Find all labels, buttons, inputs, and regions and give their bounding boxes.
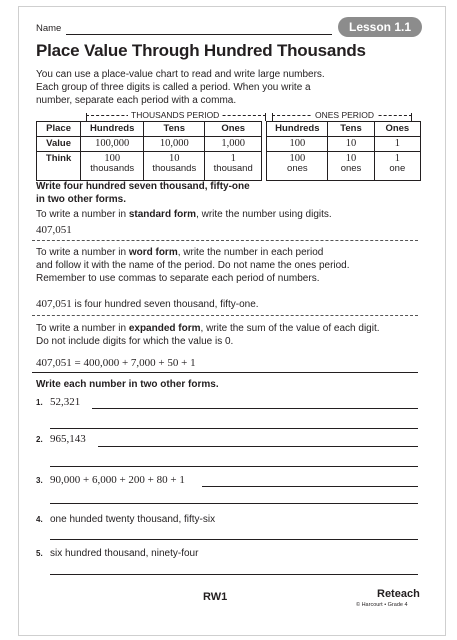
ones-period-label: ONES PERIOD xyxy=(312,110,377,120)
thousands-period-bracket xyxy=(86,110,266,120)
exercise-number: 1. xyxy=(36,398,43,407)
think-cell xyxy=(205,152,262,181)
standard-form-example: 407,051 xyxy=(36,224,72,236)
word-form-line-2: and follow it with the name of the period. Do not name the ones period. xyxy=(36,260,350,271)
word-example-number: 407,051 xyxy=(36,298,72,310)
think-number: 1 xyxy=(230,153,236,164)
expanded-form-example: 407,051 = 400,000 + 7,000 + 50 + 1 xyxy=(36,357,196,369)
exercise-number: 3. xyxy=(36,476,43,485)
place-header: Tens xyxy=(144,122,205,137)
standard-term: standard form xyxy=(128,209,197,220)
exercises-heading: Write each number in two other forms. xyxy=(36,379,219,390)
lesson-badge: Lesson 1.1 xyxy=(338,17,422,37)
think-cell xyxy=(267,152,328,181)
row-label-place: Place xyxy=(37,122,81,137)
think-unit: ones xyxy=(340,163,362,174)
row-label-think: Think xyxy=(37,152,81,181)
expanded-suffix: , write the sum of the value of each digit. xyxy=(200,323,380,334)
exercise-number: 2. xyxy=(36,435,43,444)
think-number: 10 xyxy=(345,153,357,164)
place-header: Ones xyxy=(374,122,420,137)
standard-form-rule xyxy=(36,208,332,221)
value-cell: 1,000 xyxy=(205,137,262,152)
value-cell: 10 xyxy=(328,137,374,152)
word-prefix: To write a number in xyxy=(36,247,129,258)
place-header: Tens xyxy=(328,122,374,137)
expanded-term: expanded form xyxy=(128,323,201,334)
think-unit: thousand xyxy=(213,163,253,174)
instruction-line-1: Write four hundred seven thousand, fifty-one xyxy=(36,181,250,192)
word-suffix: , write the number in each period xyxy=(177,247,324,258)
think-unit: thousands xyxy=(152,163,197,174)
word-form-rule xyxy=(36,246,323,259)
thousands-period-label: THOUSANDS PERIOD xyxy=(128,110,222,120)
think-cell xyxy=(144,152,205,181)
expanded-form-line-2: Do not include digits for which the value is 0. xyxy=(36,336,234,347)
think-cell xyxy=(81,152,144,181)
ones-period-bracket xyxy=(272,110,412,120)
reteach-label: Reteach xyxy=(377,588,420,600)
exercise-prompt: one hunded twenty thousand, fifty-six xyxy=(50,514,216,525)
think-unit: thousands xyxy=(90,163,135,174)
answer-line[interactable] xyxy=(50,428,418,429)
section-divider xyxy=(32,240,418,241)
word-example-text: is four hundred seven thousand, fifty-one. xyxy=(71,299,259,310)
answer-line[interactable] xyxy=(50,466,418,467)
section-divider xyxy=(32,372,418,373)
section-divider xyxy=(32,315,418,316)
intro-line-3: number, separate each period with a comma. xyxy=(36,95,237,106)
exercise-prompt: 90,000 + 6,000 + 200 + 80 + 1 xyxy=(50,474,185,486)
think-number: 100 xyxy=(289,153,306,164)
think-number: 1 xyxy=(394,153,400,164)
value-cell: 100,000 xyxy=(81,137,144,152)
expanded-form-rule xyxy=(36,322,380,335)
name-line xyxy=(66,34,332,35)
word-form-example xyxy=(36,298,259,311)
value-cell: 10,000 xyxy=(144,137,205,152)
standard-suffix: , write the number using digits. xyxy=(196,209,332,220)
answer-line[interactable] xyxy=(50,503,418,504)
row-label-value: Value xyxy=(37,137,81,152)
value-cell: 100 xyxy=(267,137,328,152)
think-number: 100 xyxy=(104,153,121,164)
exercise-prompt: 52,321 xyxy=(50,396,81,408)
exercise-number: 4. xyxy=(36,515,43,524)
intro-line-2: Each group of three digits is called a period. When you write a xyxy=(36,82,311,93)
answer-line[interactable] xyxy=(98,446,418,447)
standard-prefix: To write a number in xyxy=(36,209,129,220)
place-header: Hundreds xyxy=(267,122,328,137)
value-cell: 1 xyxy=(374,137,420,152)
think-cell xyxy=(374,152,420,181)
page-code: RW1 xyxy=(203,591,228,603)
page-title: Place Value Through Hundred Thousands xyxy=(36,41,366,60)
answer-line[interactable] xyxy=(50,574,418,575)
answer-line[interactable] xyxy=(50,539,418,540)
exercise-number: 5. xyxy=(36,549,43,558)
exercise-prompt: six hundred thousand, ninety-four xyxy=(50,548,199,559)
place-header: Hundreds xyxy=(81,122,144,137)
word-form-line-3: Remember to use commas to separate each period of numbers. xyxy=(36,273,320,284)
intro-line-1: You can use a place-value chart to read and write large numbers. xyxy=(36,69,325,80)
place-value-chart xyxy=(36,121,421,181)
think-unit: one xyxy=(389,163,406,174)
answer-line[interactable] xyxy=(202,486,418,487)
think-number: 10 xyxy=(169,153,180,164)
instruction-line-2: in two other forms. xyxy=(36,194,126,205)
answer-line[interactable] xyxy=(92,408,418,409)
exercise-prompt: 965,143 xyxy=(50,433,86,445)
think-unit: ones xyxy=(287,163,308,174)
copyright: © Harcourt • Grade 4 xyxy=(356,602,408,608)
word-term: word form xyxy=(128,247,178,258)
think-cell xyxy=(328,152,374,181)
expanded-prefix: To write a number in xyxy=(36,323,129,334)
name-label: Name xyxy=(36,23,62,34)
place-header: Ones xyxy=(205,122,262,137)
